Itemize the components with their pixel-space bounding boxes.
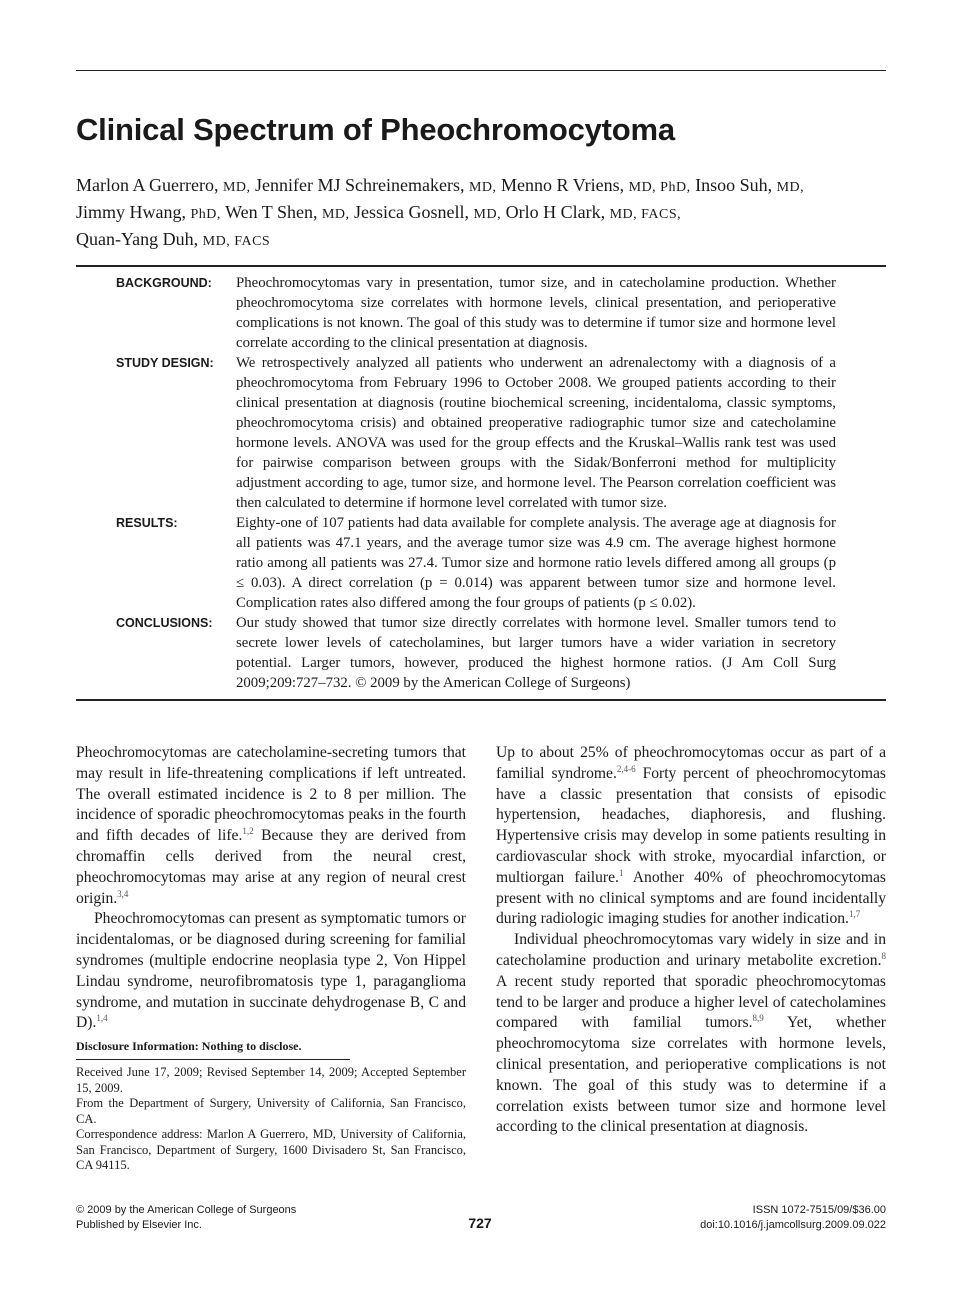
author-name: Jimmy Hwang, [76, 202, 186, 222]
body-column-left [76, 743, 466, 1034]
reference-link[interactable]: 1,4 [96, 1013, 108, 1024]
reference-link[interactable]: 1,7 [848, 909, 861, 920]
footnotes [76, 1065, 466, 1174]
text-run: Another 40% of pheochromocytomas present with no clinical symptoms and are found incidentally during radiologic imaging studies for another indication. [496, 868, 886, 928]
text-run: Individual pheochromocytomas vary widely in size and in catecholamine production and urinary metabolite excretion. [496, 931, 886, 969]
abstract-section-results [76, 513, 886, 613]
author-name: Quan-Yang Duh, [76, 229, 199, 249]
text-run: Up to about 25% of pheochromocytomas occur as part of a familial syndrome. [496, 744, 886, 782]
text-run: A recent study reported that sporadic pheochromocytomas tend to be larger and produce a higher level of catecholamines compared with familial tumors. [496, 972, 886, 1032]
correspondence: Correspondence address: Marlon A Guerrero, MD, University of California, San Francisco, Department of Surgery, 1600 Divisadero St, San Francisco, CA 94115. [76, 1127, 466, 1172]
received-dates: Received June 17, 2009; Revised September 14, 2009; Accepted September 15, 2009. [76, 1065, 466, 1095]
page-number: 727 [468, 1215, 492, 1231]
body-paragraph [496, 930, 886, 1138]
author-degree: MD, [468, 180, 497, 195]
reference-link[interactable]: 1,2 [242, 826, 254, 836]
top-rule [76, 70, 886, 71]
text-run: Pheochromocytomas can present as symptomatic tumors or incidentalomas, or be diagnosed during screening for familial syndromes (multiple endocrine neoplasia type 2, Von Hippel Lindau syndrome, neurofibromatosis type 1, paraganglioma syndrome, and mutation in succinate dehydrogenase B, C and D). [76, 910, 466, 1032]
section-label: BACKGROUND: [116, 276, 212, 290]
author-degree: MD, PhD, [628, 180, 691, 195]
section-text: We retrospectively analyzed all patients who underwent an adrenalectomy with a diagnosis of a pheochromocytoma from February 1996 to October 2008. We grouped patients according to their clinical presentation at diagnosis (routine biochemical screening, incidentaloma, classic symptoms, pheochromocytoma crisis) and obtained preoperative radiographic tumor size and catecholamine hormone levels. ANOVA was used for the group effects and the Kruskal–Wallis rank test was used for pairwise comparison between groups with the Sidak/Bonferroni method for multiplicity adjustment according to age, tumor size, and hormone level. The Pearson correlation coefficient was then calculated to determine if hormone level correlated with tumor size. [236, 355, 836, 511]
section-text: Eighty-one of 107 patients had data available for complete analysis. The average age at diagnosis for all patients was 47.1 years, and the average tumor size was 4.9 cm. The average highest hormone ratio among all patients was 27.4. Tumor size and hormone ratio levels differed among all groups (p ≤ 0.03). A direct correlation (p = 0.014) was apparent between tumor size and hormone level. Complication rates also differed among the four groups of patients (p ≤ 0.02). [236, 515, 836, 611]
disclosure-note: Disclosure Information: Nothing to disclose. [76, 1039, 302, 1053]
abstract-section-conclusions [76, 613, 886, 693]
body-column-right [496, 743, 886, 1138]
section-label: STUDY DESIGN: [116, 356, 214, 370]
copyright: © 2009 by the American College of Surgeons [76, 1204, 297, 1216]
author-degree: MD, [473, 207, 502, 222]
author-name: Marlon A Guerrero, [76, 175, 219, 195]
author-degree: MD, [776, 180, 805, 195]
affiliation: From the Department of Surgery, University of California, San Francisco, CA. [76, 1096, 466, 1126]
author-degree: MD, FACS, [609, 207, 682, 222]
section-label: RESULTS: [116, 516, 178, 530]
text-run: Because they are derived from chromaffin cells derived from the neural crest, pheochromocytomas may arise at any region of neural crest origin. [76, 827, 466, 907]
abstract-section-design [76, 353, 886, 513]
article-title: Clinical Spectrum of Pheochromocytoma [76, 112, 675, 147]
author-degree: PhD, [190, 207, 221, 222]
author-degree: MD, [321, 207, 350, 222]
body-paragraph [496, 743, 886, 930]
text-run: Pheochromocytomas are catecholamine-secreting tumors that may result in life-threatening complications if left untreated. The overall estimated incidence is 2 to 8 per million. The incidence of sporadic pheochromocytomas peaks in the fourth and fifth decades of life. [76, 744, 466, 845]
reference-link[interactable]: 8 [881, 950, 886, 961]
body-paragraph [76, 909, 466, 1034]
author-name: Menno R Vriens, [501, 175, 625, 195]
footer-right [700, 1203, 886, 1233]
reference-link[interactable]: 3,4 [117, 888, 129, 899]
publisher: Published by Elsevier Inc. [76, 1219, 202, 1231]
reference-link[interactable]: 2,4-6 [616, 763, 636, 774]
author-name: Jennifer MJ Schreinemakers, [255, 175, 465, 195]
doi-link[interactable]: doi:10.1016/j.jamcollsurg.2009.09.022 [700, 1219, 886, 1231]
reference-link[interactable]: 1 [618, 867, 624, 878]
author-degree: MD, [222, 180, 251, 195]
issn: ISSN 1072-7515/09/$36.00 [752, 1204, 886, 1216]
author-name: Orlo H Clark, [505, 202, 606, 222]
body-paragraph [76, 743, 466, 909]
text-run: Yet, whether pheochromocytoma size correlates with hormone levels, clinical presentation, and perioperative complications is not known. The goal of this study was to determine if a correlation exists between tumor size and hormone level according to the clinical presentation at diagnosis. [496, 1014, 886, 1136]
footnote-rule [76, 1059, 350, 1060]
text-run: Forty percent of pheochromocytomas have a classic presentation that consists of episodic hypertension, headaches, diaphoresis, and flushing. Hypertensive crisis may develop in some patients resulting in cardiovascular shock with stroke, myocardial infarction, or multiorgan failure. [496, 764, 887, 886]
reference-link[interactable]: 8,9 [752, 1013, 764, 1024]
author-list [76, 173, 886, 254]
section-text: Pheochromocytomas vary in presentation, tumor size, and in catecholamine production. Whether pheochromocytoma size correlates with hormone levels, clinical presentation, and perioperative complications is not known. The goal of this study was to determine if tumor size and hormone level correlate according to the clinical presentation at diagnosis. [236, 275, 836, 351]
author-name: Jessica Gosnell, [354, 202, 470, 222]
author-name: Insoo Suh, [695, 175, 773, 195]
author-name: Wen T Shen, [225, 202, 318, 222]
author-degree: MD, FACS [202, 234, 271, 249]
abstract-section-background [76, 273, 886, 353]
abstract-box [76, 265, 886, 701]
section-label: CONCLUSIONS: [116, 616, 213, 630]
section-text: Our study showed that tumor size directly correlates with hormone level. Smaller tumors tend to secrete lower levels of catecholamines, but larger tumors have a wider variation in secretory potential. Larger tumors, however, produced the highest hormone ratios. (J Am Coll Surg 2009;209:727–732. © 2009 by the American College of Surgeons) [236, 615, 836, 691]
